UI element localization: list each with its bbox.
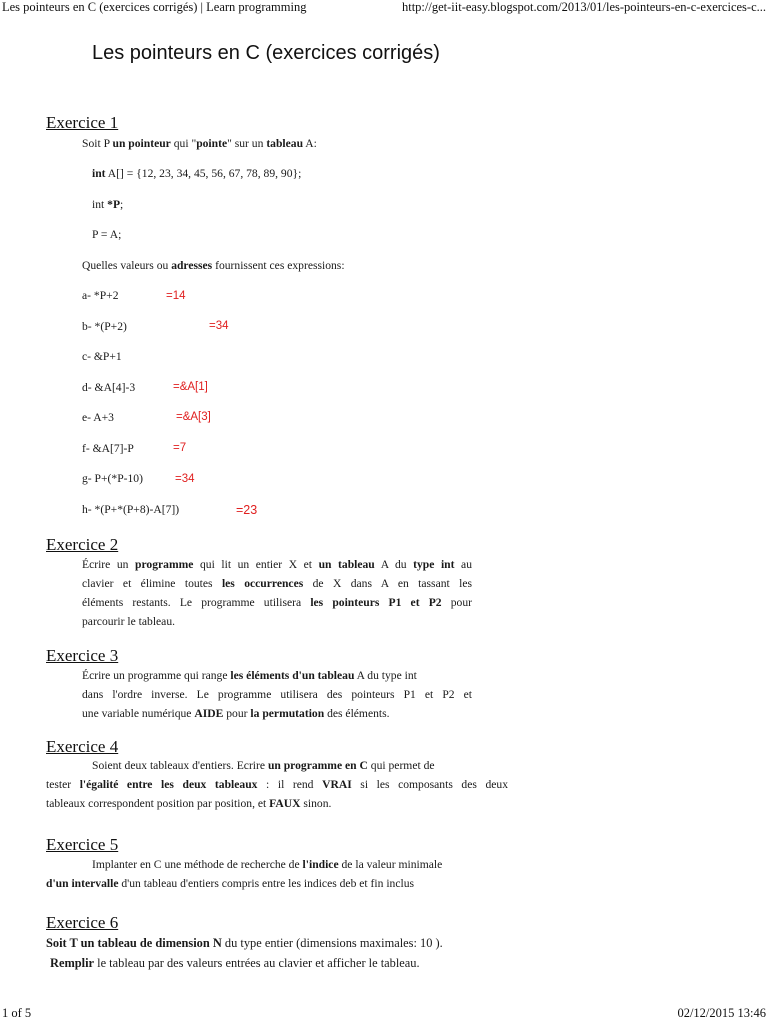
exercise-4-line-3: tableaux correspondent position par position, et FAUX sinon. xyxy=(46,797,332,810)
exercise-1-item-f: f- &A[7]-P xyxy=(82,442,134,455)
exercise-1-answer-a: =14 xyxy=(166,290,186,302)
exercise-1-answer-g: =34 xyxy=(175,473,195,485)
exercise-1-item-a: a- *P+2 xyxy=(82,289,119,302)
exercise-4-line-2: tester l'égalité entre les deux tableaux : il rend VRAI si les composants des deux xyxy=(46,778,508,791)
exercise-1-item-h: h- *(P+*(P+8)-A[7]) xyxy=(82,503,180,516)
exercise-4-line-1: Soient deux tableaux d'entiers. Ecrire un programme en C qui permet de xyxy=(92,759,435,772)
print-datetime: 02/12/2015 13:46 xyxy=(677,1006,766,1020)
exercise-1-item-c: c- &P+1 xyxy=(82,350,122,363)
exercise-1-intro: Soit P un pointeur qui "pointe" sur un tableau A: xyxy=(82,137,317,150)
page-title: Les pointeurs en C (exercices corrigés) xyxy=(92,42,440,64)
exercise-1-answer-b: =34 xyxy=(209,320,229,332)
exercise-3-line-1: Écrire un programme qui range les éléments d'un tableau A du type int xyxy=(82,669,417,682)
exercise-1-code-line-1: int A[] = {12, 23, 34, 45, 56, 67, 78, 89, 90}; xyxy=(92,167,302,180)
print-header-url: http://get-iit-easy.blogspot.com/2013/01/les-pointeurs-en-c-exercices-c... xyxy=(401,0,766,14)
exercise-1-code-line-2: int *P; xyxy=(92,198,124,211)
exercise-3-heading: Exercice 3 xyxy=(46,646,119,665)
exercise-1-item-d: d- &A[4]-3 xyxy=(82,381,136,394)
exercise-5-line-1: Implanter en C une méthode de recherche de l'indice de la valeur minimale xyxy=(92,858,443,871)
exercise-2-heading: Exercice 2 xyxy=(46,535,119,554)
exercise-1-heading: Exercice 1 xyxy=(46,113,119,132)
exercise-6-line-1: Soit T un tableau de dimension N du type entier (dimensions maximales: 10 ). xyxy=(46,936,443,950)
exercise-1-item-e: e- A+3 xyxy=(82,411,114,424)
print-header-title: Les pointeurs en C (exercices corrigés) | Learn programming xyxy=(2,0,307,14)
exercise-3-line-3: une variable numérique AIDE pour la permutation des éléments. xyxy=(82,707,390,720)
exercise-6-heading: Exercice 6 xyxy=(46,913,119,932)
exercise-1-answer-f: =7 xyxy=(173,442,187,454)
page-counter: 1 of 5 xyxy=(2,1006,32,1020)
exercise-2-line-4: parcourir le tableau. xyxy=(82,615,176,628)
exercise-1-item-b: b- *(P+2) xyxy=(82,320,127,333)
exercise-3-line-2: dans l'ordre inverse. Le programme utilisera des pointeurs P1 et P2 et xyxy=(82,688,472,701)
exercise-1-answer-h: =23 xyxy=(236,503,258,517)
exercise-6-line-2: Remplir le tableau par des valeurs entrées au clavier et afficher le tableau. xyxy=(50,956,420,970)
exercise-1-answer-d: =&A[1] xyxy=(173,381,208,393)
exercise-2-line-2: clavier et élimine toutes les occurrences de X dans A en tassant les xyxy=(82,577,473,590)
exercise-5-line-2: d'un intervalle d'un tableau d'entiers compris entre les indices deb et fin inclus xyxy=(46,877,415,890)
exercise-1-code-line-3: P = A; xyxy=(92,228,122,241)
exercise-4-heading: Exercice 4 xyxy=(46,737,119,756)
exercise-2-line-1: Écrire un programme qui lit un entier X et un tableau A du type int au xyxy=(82,558,472,571)
exercise-5-heading: Exercice 5 xyxy=(46,835,119,854)
exercise-2-line-3: éléments restants. Le programme utilisera les pointeurs P1 et P2 pour xyxy=(82,596,473,609)
exercise-1-answer-e: =&A[3] xyxy=(176,411,211,423)
exercise-1-question: Quelles valeurs ou adresses fournissent ces expressions: xyxy=(82,259,345,272)
exercise-1-item-g: g- P+(*P-10) xyxy=(82,472,143,485)
